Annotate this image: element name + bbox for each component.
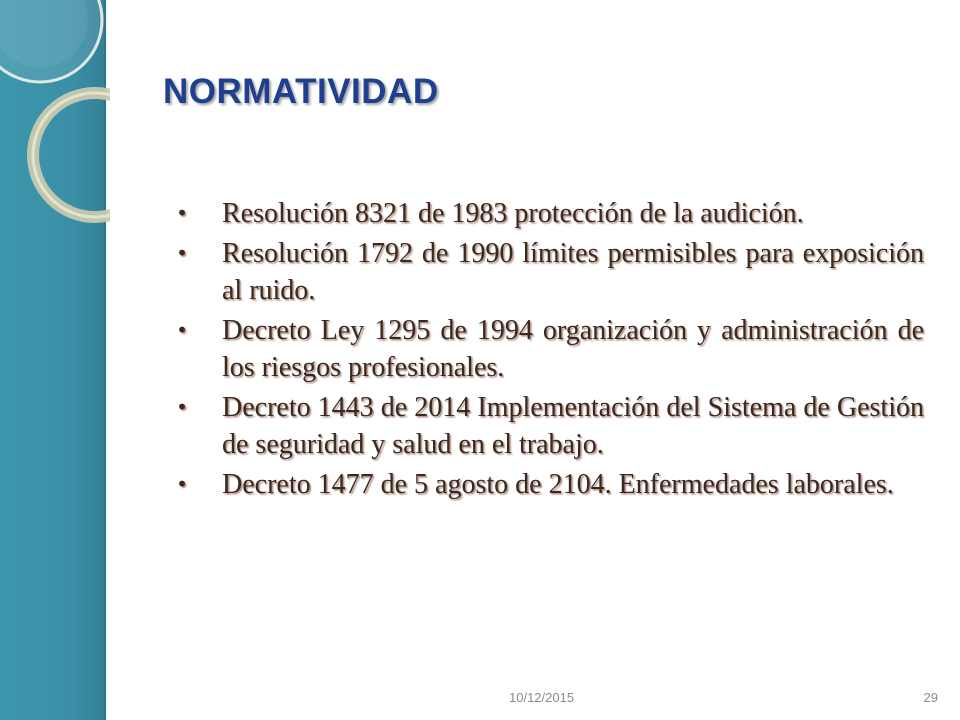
bullet-icon: • bbox=[176, 318, 188, 342]
page-number: 29 bbox=[923, 690, 938, 705]
footer-date: 10/12/2015 bbox=[509, 690, 575, 705]
bullet-icon: • bbox=[176, 201, 188, 225]
bullet-icon: • bbox=[176, 472, 188, 496]
list-item bbox=[172, 312, 924, 386]
list-item bbox=[172, 235, 924, 309]
decorative-rings bbox=[0, 0, 110, 260]
list-item bbox=[172, 195, 924, 232]
list-item-text: Decreto 1443 de 2014 Implementación del Sistema de Gestión de seguridad y salud en el trabajo. bbox=[222, 392, 924, 460]
list-item-text: Resolución 1792 de 1990 límites permisibles para exposición al ruido. bbox=[222, 238, 924, 306]
slide-title: NORMATIVIDAD bbox=[163, 72, 439, 111]
list-item-text: Resolución 8321 de 1983 protección de la audición. bbox=[222, 198, 804, 229]
list-item bbox=[172, 466, 924, 503]
bullet-list bbox=[172, 195, 924, 506]
list-item-text: Decreto 1477 de 5 agosto de 2104. Enfermedades laborales. bbox=[222, 469, 894, 500]
bullet-icon: • bbox=[176, 241, 188, 265]
list-item bbox=[172, 389, 924, 463]
bullet-icon: • bbox=[176, 395, 188, 419]
list-item-text: Decreto Ley 1295 de 1994 organización y administración de los riesgos profesionales. bbox=[222, 315, 924, 383]
